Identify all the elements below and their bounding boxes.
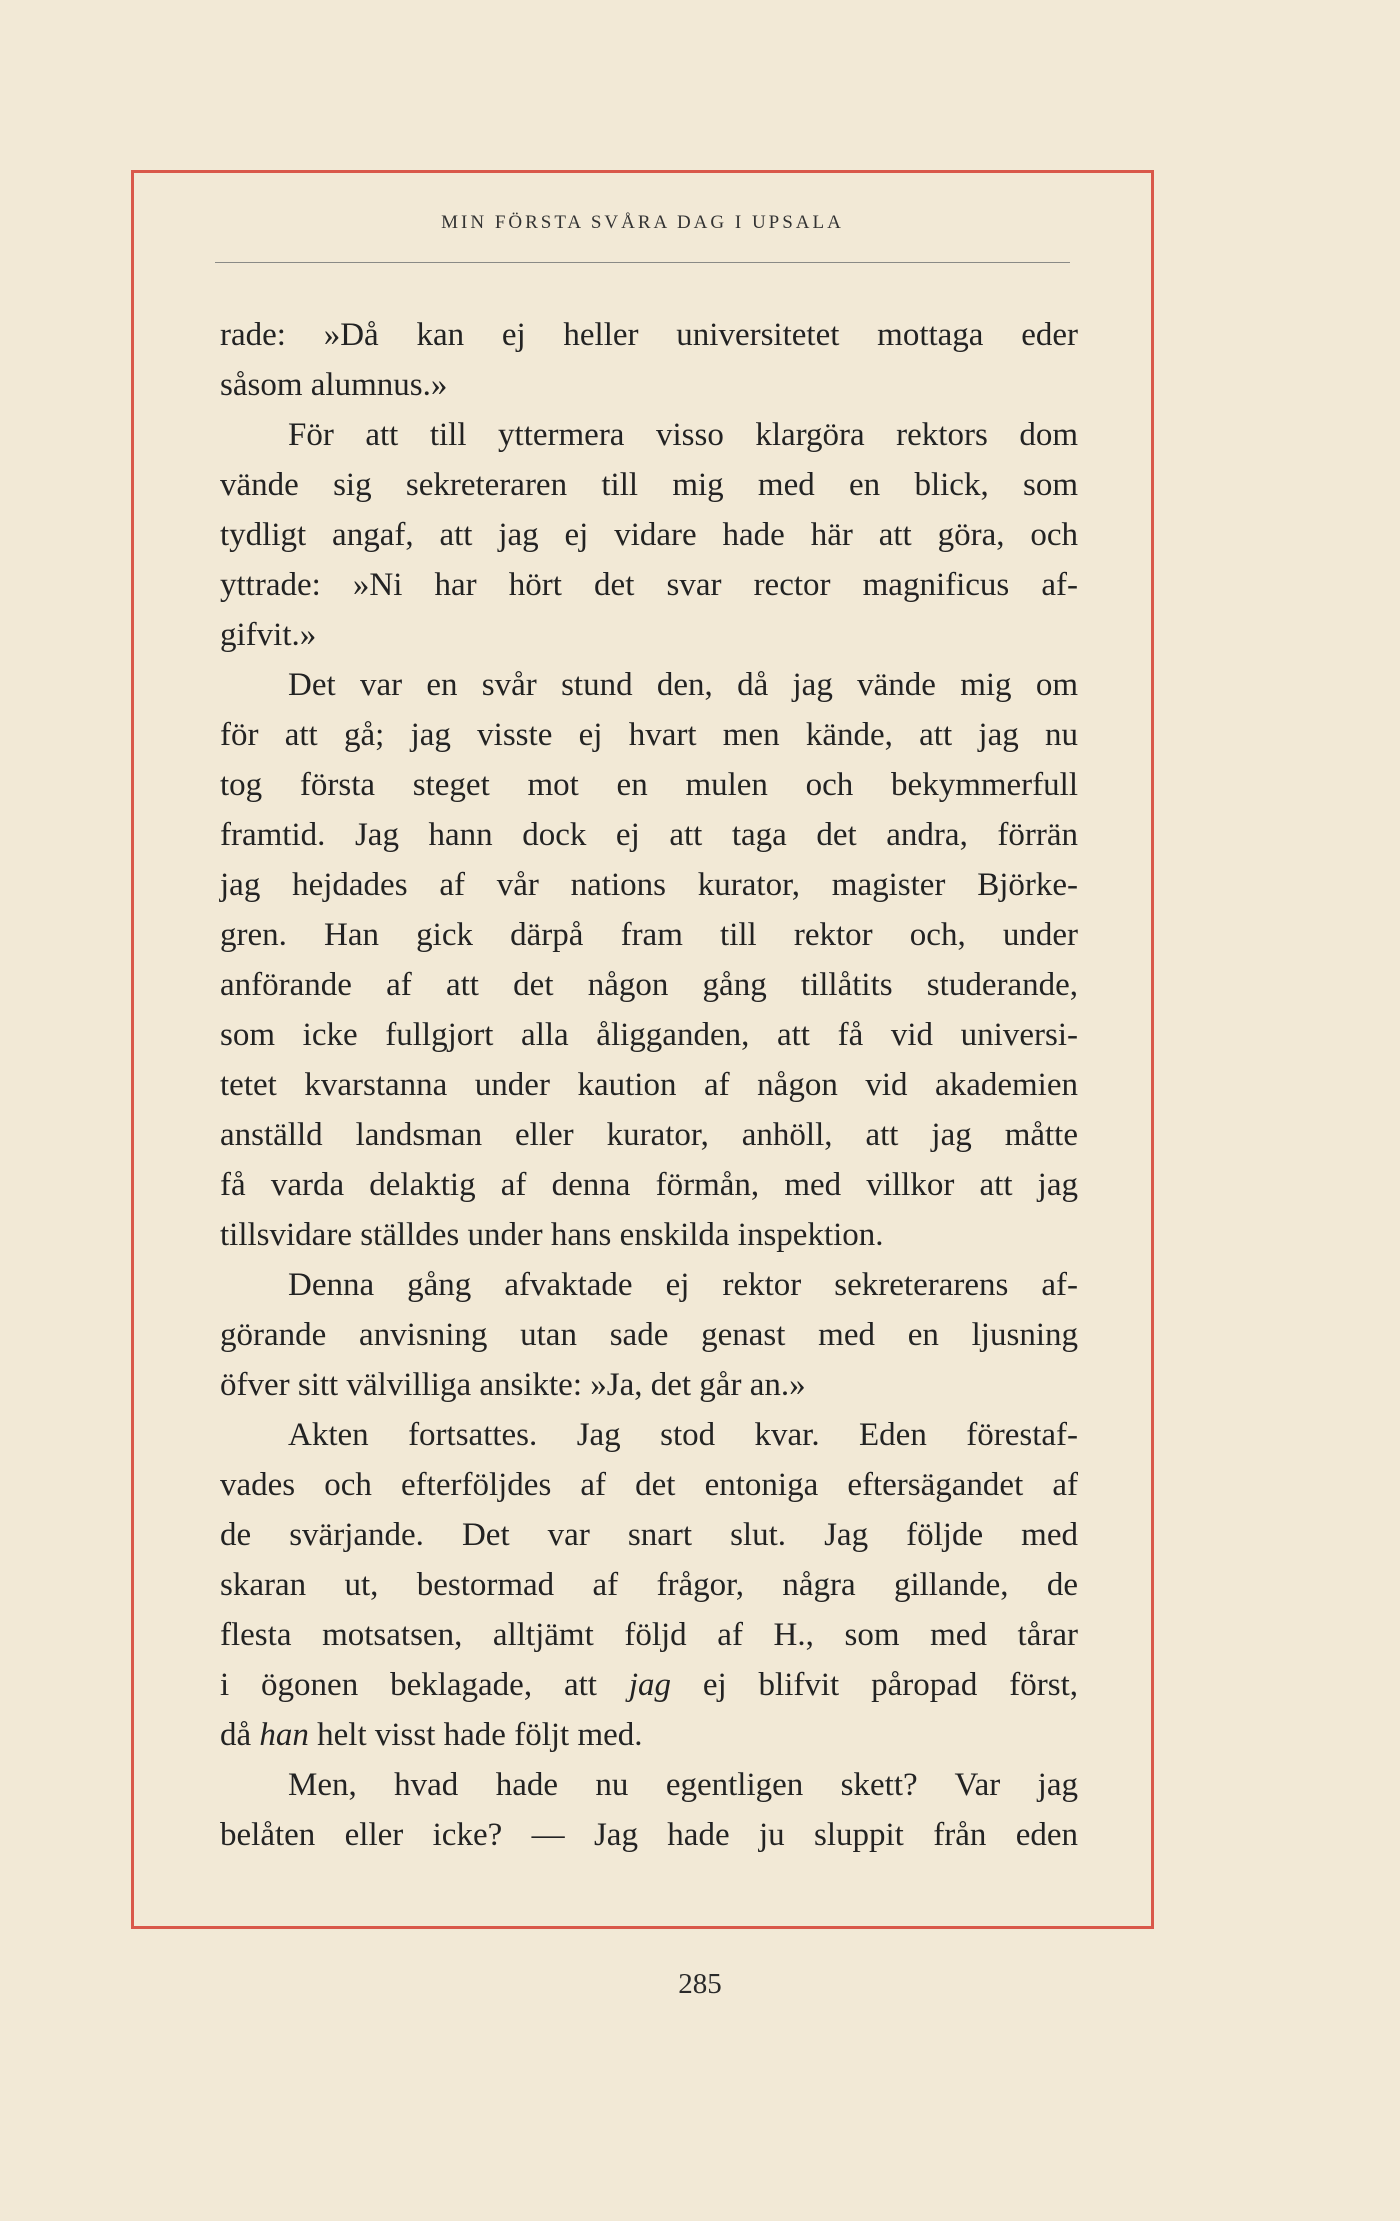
text-line: jag hejdades af vår nations kurator, magister Björke- <box>220 867 1078 903</box>
text-line: de svärjande. Det var snart slut. Jag följde med <box>220 1517 1078 1553</box>
text-line: skaran ut, bestormad af frågor, några gillande, de <box>220 1567 1078 1603</box>
text-line: anförande af att det någon gång tillåtits studerande, <box>220 967 1078 1003</box>
page-number: 285 <box>678 1968 722 2000</box>
text-line: För att till yttermera visso klargöra rektors dom <box>288 417 1078 453</box>
text-line: yttrade: »Ni har hört det svar rector magnificus af- <box>220 567 1078 603</box>
text-line <box>220 1710 1078 1760</box>
italic-word: jag <box>628 1667 671 1703</box>
header-rule <box>215 262 1070 263</box>
text-line: vades och efterföljdes af det entoniga eftersägandet af <box>220 1467 1078 1503</box>
text-segment: då <box>220 1717 260 1753</box>
text-line: gren. Han gick därpå fram till rektor och, under <box>220 917 1078 953</box>
text-line: tetet kvarstanna under kaution af någon vid akademien <box>220 1067 1078 1103</box>
italic-word: han <box>259 1717 309 1753</box>
text-segment: i ögonen beklagade, att <box>220 1667 629 1703</box>
text-line: tillsvidare ställdes under hans enskilda inspektion. <box>220 1217 884 1253</box>
text-line <box>220 1660 1078 1710</box>
text-segment: helt visst hade följt med. <box>308 1717 643 1753</box>
text-line: för att gå; jag visste ej hvart men kände, att jag nu <box>220 717 1078 753</box>
text-segment: ej blifvit påropad först, <box>670 1667 1078 1703</box>
text-line: belåten eller icke? — Jag hade ju sluppit från eden <box>220 1817 1078 1853</box>
text-line: få varda delaktig af denna förmån, med villkor att jag <box>220 1167 1078 1203</box>
text-line: flesta motsatsen, alltjämt följd af H., som med tårar <box>220 1617 1078 1653</box>
text-line: som icke fullgjort alla åligganden, att få vid universi- <box>220 1017 1078 1053</box>
text-line: Akten fortsattes. Jag stod kvar. Eden förestaf- <box>288 1417 1078 1453</box>
text-line: Det var en svår stund den, då jag vände mig om <box>288 667 1078 703</box>
text-line: tog första steget mot en mulen och bekymmerfull <box>220 767 1078 803</box>
text-line: vände sig sekreteraren till mig med en blick, som <box>220 467 1078 503</box>
text-line: gifvit.» <box>220 617 317 653</box>
text-line: Men, hvad hade nu egentligen skett? Var jag <box>288 1767 1078 1803</box>
body-text <box>220 310 1078 1860</box>
text-line: rade: »Då kan ej heller universitetet mottaga eder <box>220 317 1078 353</box>
text-line: framtid. Jag hann dock ej att taga det andra, förrän <box>220 817 1078 853</box>
text-line: öfver sitt välvilliga ansikte: »Ja, det går an.» <box>220 1367 806 1403</box>
running-title: MIN FÖRSTA SVÅRA DAG I UPSALA <box>441 212 844 233</box>
text-line: görande anvisning utan sade genast med en ljusning <box>220 1317 1078 1353</box>
text-line: Denna gång afvaktade ej rektor sekreterarens af- <box>288 1267 1078 1303</box>
text-line: anställd landsman eller kurator, anhöll, att jag måtte <box>220 1117 1078 1153</box>
text-line: såsom alumnus.» <box>220 367 448 403</box>
text-line: tydligt angaf, att jag ej vidare hade här att göra, och <box>220 517 1078 553</box>
